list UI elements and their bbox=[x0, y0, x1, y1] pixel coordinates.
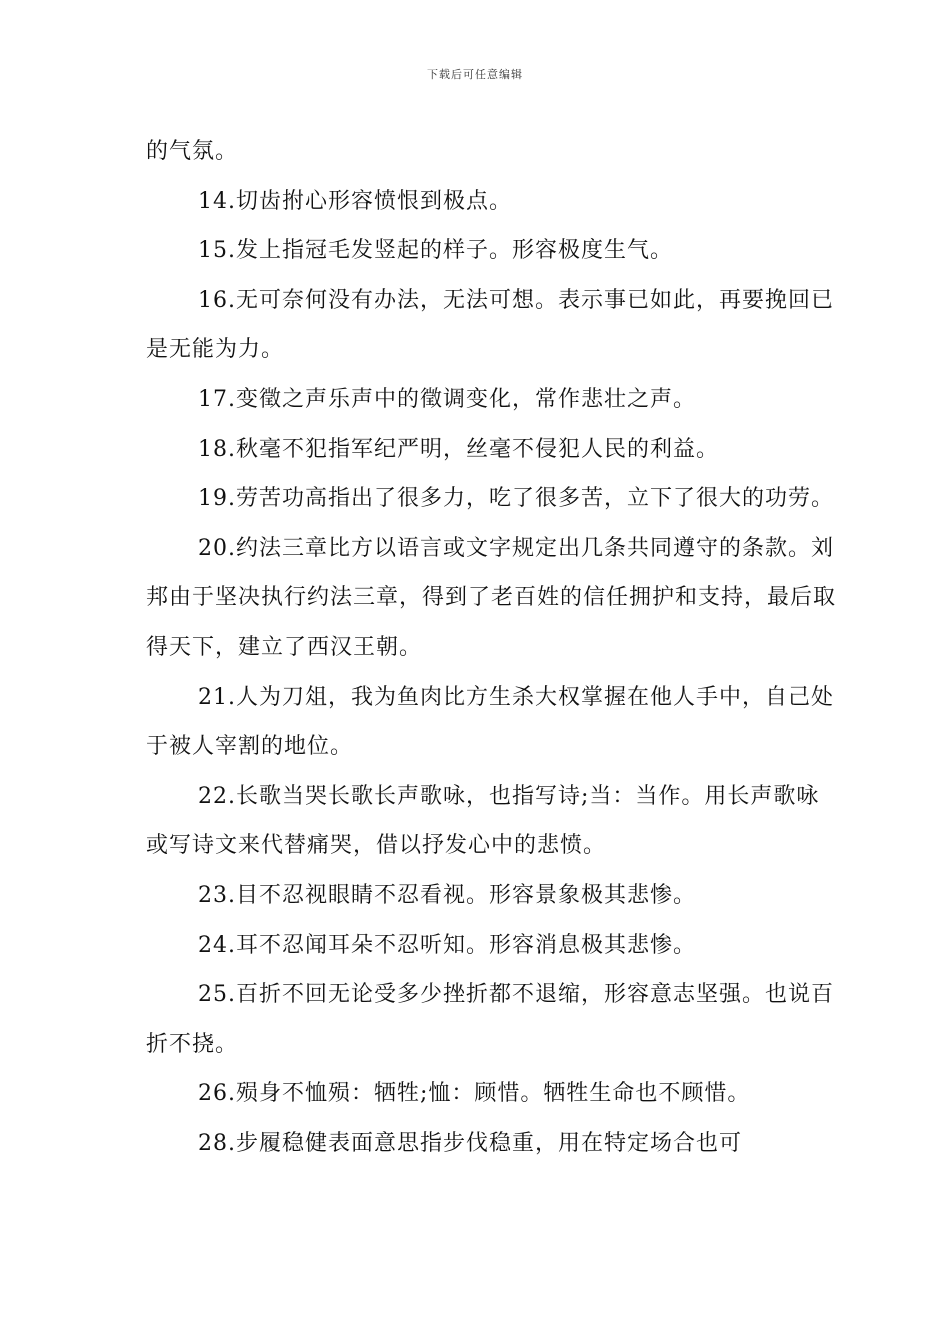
entry-28: 28.步履稳健表面意思指步伐稳重，用在特定场合也可 bbox=[198, 1130, 742, 1156]
document-body bbox=[146, 127, 836, 1168]
entry-25: 25.百折不回无论受多少挫折都不退缩，形容意志坚强。也说百折不挠。 bbox=[146, 982, 834, 1057]
entry-16: 16.无可奈何没有办法，无法可想。表示事已如此，再要挽回已是无能为力。 bbox=[146, 287, 834, 363]
page-header: 下载后可任意编辑 bbox=[427, 68, 523, 81]
entry-14: 14.切齿拊心形容愤恨到极点。 bbox=[198, 188, 512, 214]
entry-22: 22.长歌当哭长歌长声歌咏，也指写诗;当：当作。用长声歌咏或写诗文来代替痛哭，借以抒发心中的悲愤。 bbox=[146, 783, 820, 859]
entry-15: 15.发上指冠毛发竖起的样子。形容极度生气。 bbox=[198, 238, 673, 264]
entry-20: 20.约法三章比方以语言或文字规定出几条共同遵守的条款。刘邦由于坚决执行约法三章，得到了老百姓的信任拥护和支持，最后取得天下，建立了西汉王朝。 bbox=[146, 535, 837, 660]
entry-17: 17.变徵之声乐声中的徵调变化，常作悲壮之声。 bbox=[198, 386, 696, 412]
entry-19: 19.劳苦功高指出了很多力，吃了很多苦，立下了很大的功劳。 bbox=[198, 486, 834, 512]
paragraph-continuation: 的气氛。 bbox=[146, 139, 239, 164]
entry-24: 24.耳不忍闻耳朵不忍听知。形容消息极其悲惨。 bbox=[198, 932, 696, 958]
entry-18: 18.秋毫不犯指军纪严明，丝毫不侵犯人民的利益。 bbox=[198, 436, 719, 462]
entry-23: 23.目不忍视眼睛不忍看视。形容景象极其悲惨。 bbox=[198, 882, 696, 908]
entry-21: 21.人为刀俎，我为鱼肉比方生杀大权掌握在他人手中，自己处于被人宰割的地位。 bbox=[146, 684, 834, 760]
entry-26: 26.殒身不恤殒：牺牲;恤：顾惜。牺牲生命也不顾惜。 bbox=[198, 1081, 751, 1107]
